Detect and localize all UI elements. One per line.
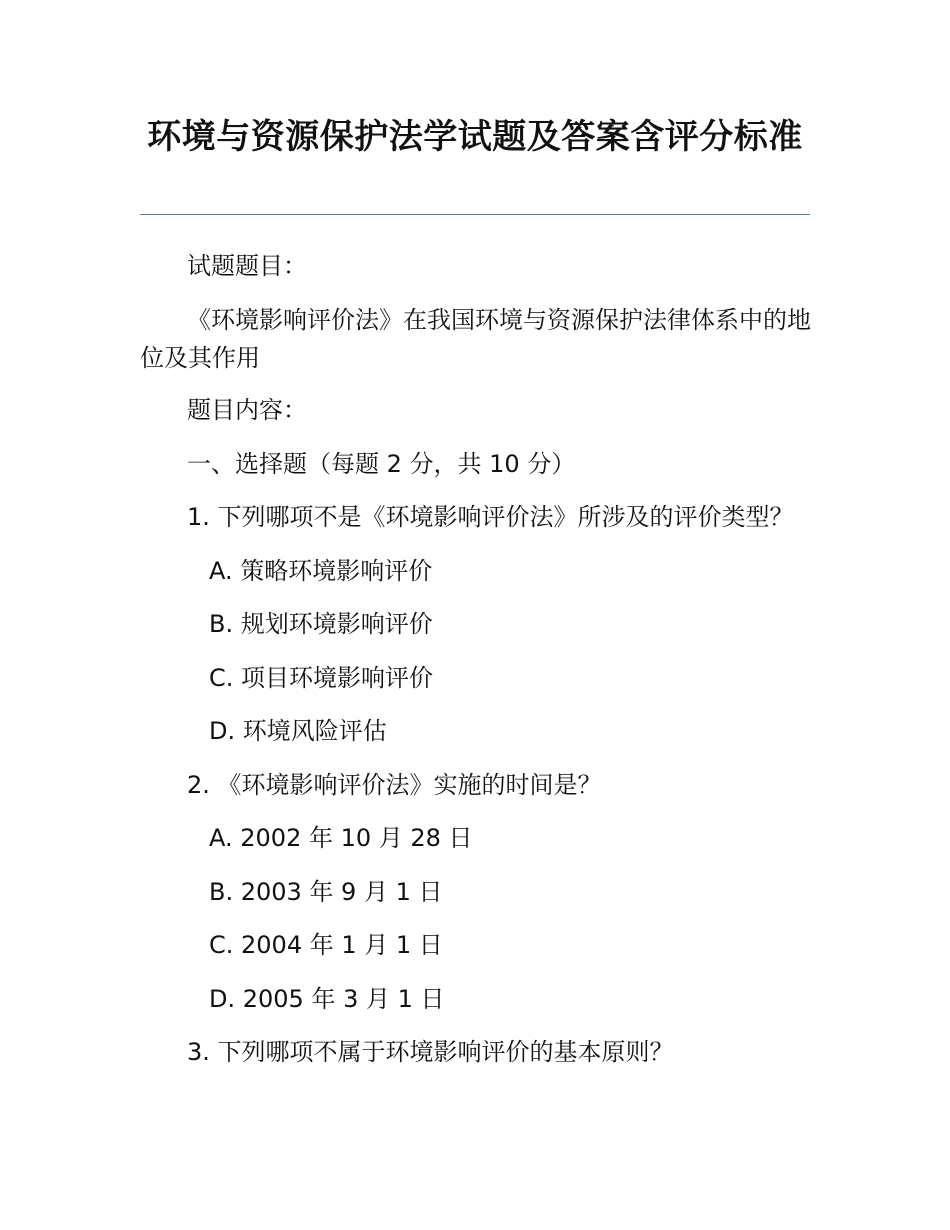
exam-label: 试题题目： (187, 252, 307, 280)
content-label: 题目内容： (187, 396, 307, 424)
question-1-option-a: A. 策略环境影响评价 (209, 557, 433, 585)
question-3: 3. 下列哪项不属于环境影响评价的基本原则？ (187, 1038, 674, 1066)
question-2-option-b: B. 2003 年 9 月 1 日 (209, 878, 443, 906)
question-2-option-d: D. 2005 年 3 月 1 日 (209, 985, 445, 1013)
question-1-option-d: D. 环境风险评估 (209, 717, 387, 745)
document-title: 环境与资源保护法学试题及答案含评分标准 (147, 117, 803, 157)
section-heading: 一、选择题（每题 2 分，共 10 分） (187, 450, 576, 478)
question-1-option-c: C. 项目环境影响评价 (209, 664, 434, 692)
question-1: 1. 下列哪项不是《环境影响评价法》所涉及的评价类型？ (187, 503, 794, 531)
question-1-option-b: B. 规划环境影响评价 (209, 610, 433, 638)
question-2-option-a: A. 2002 年 10 月 28 日 (209, 824, 473, 852)
exam-topic: 《环境影响评价法》在我国环境与资源保护法律体系中的地位及其作用 (140, 306, 811, 372)
title-divider (140, 214, 810, 215)
question-2: 2. 《环境影响评价法》实施的时间是？ (187, 771, 602, 799)
question-2-option-c: C. 2004 年 1 月 1 日 (209, 931, 443, 959)
